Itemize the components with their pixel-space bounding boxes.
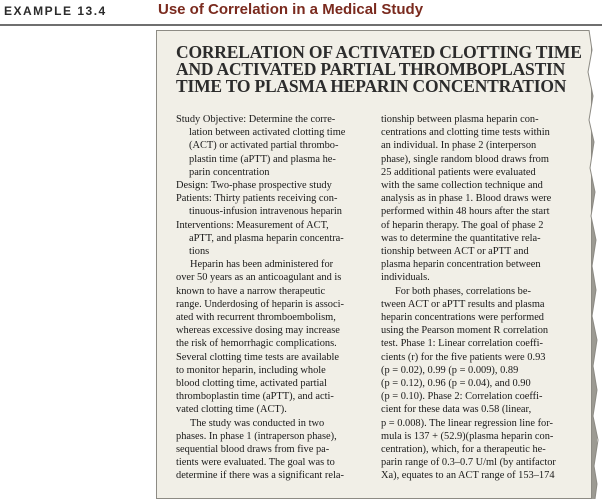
body-line: The study was conducted in two: [190, 417, 325, 429]
body-line: centration), which, for a therapeutic he-: [381, 444, 546, 456]
body-line: For both phases, correlations be-: [395, 285, 531, 297]
body-line: p = 0.008). The linear regression line for-: [381, 417, 553, 429]
body-line: an individual. In phase 2 (interperson: [381, 140, 537, 152]
body-line: range. Underdosing of heparin is associ-: [176, 298, 344, 310]
body-line: performed within 48 hours after the start: [381, 206, 550, 218]
body-line: tionship between ACT or aPTT and: [381, 246, 529, 258]
article-title-line: CORRELATION OF ACTIVATED CLOTTING TIME: [176, 42, 582, 62]
body-line: tients were evaluated. The goal was to: [176, 457, 335, 469]
body-line: mula is 137 + (52.9)(plasma heparin con-: [381, 430, 554, 442]
example-title: Use of Correlation in a Medical Study: [158, 1, 424, 18]
article-left-column: [176, 113, 370, 483]
body-line: centrations and clotting time tests within: [381, 127, 550, 139]
body-line: phases. In phase 1 (intraperson phase),: [176, 430, 337, 442]
example-header: [0, 0, 602, 28]
body-line: Heparin has been administered for: [190, 259, 334, 271]
body-line: Several clotting time tests are available: [176, 351, 340, 363]
body-line: parin range of 0.3–0.7 U/ml (by antifactor: [381, 457, 556, 469]
body-line: known to have a narrow therapeutic: [176, 285, 326, 297]
body-line: (ACT) or activated partial thrombo-: [189, 140, 339, 152]
body-line: (p = 0.02), 0.99 (p = 0.009), 0.89: [381, 364, 519, 376]
body-line: ated with recurrent thromboembolism,: [176, 312, 336, 324]
body-line: determine if there was a significant rela-: [176, 470, 344, 482]
body-line: Study Objective: Determine the corre-: [176, 114, 336, 125]
header-rule: [0, 24, 602, 26]
body-line: heparin concentrations were performed: [381, 312, 544, 324]
body-line: (p = 0.12), 0.96 (p = 0.04), and 0.90: [381, 378, 531, 390]
example-label: EXAMPLE 13.4: [4, 4, 107, 18]
body-line: vated clotting time (ACT).: [176, 404, 287, 416]
body-line: Patients: Thirty patients receiving con-: [176, 193, 338, 205]
body-line: lation between activated clotting time: [189, 127, 346, 139]
body-line: Design: Two-phase prospective study: [176, 180, 332, 192]
body-line: tionship between plasma heparin con-: [381, 114, 539, 125]
body-line: phase), single random blood draws from: [381, 153, 549, 165]
body-line: Xa), equates to an ACT range of 153–174: [381, 470, 555, 482]
body-line: to monitor heparin, including whole: [176, 364, 326, 376]
article-title-line: AND ACTIVATED PARTIAL THROMBOPLASTIN: [176, 59, 566, 79]
body-line: the risk of hemorrhagic complications.: [176, 338, 337, 350]
body-line: was to determine the quantitative rela-: [381, 232, 541, 244]
body-line: blood clotting time, activated partial: [176, 378, 327, 390]
body-line: with the same collection technique and: [381, 180, 543, 192]
body-line: individuals.: [381, 272, 430, 284]
body-line: test. Phase 1: Linear correlation coeffi-: [381, 338, 543, 350]
body-line: tions: [189, 246, 210, 258]
body-line: (p = 0.10). Phase 2: Correlation coeffi-: [381, 391, 543, 403]
article-right-column: [381, 113, 577, 483]
body-line: thromboplastin time (aPTT), and acti-: [176, 391, 334, 403]
body-line: using the Pearson moment R correlation: [381, 325, 549, 337]
article-title: [176, 42, 582, 96]
body-line: 25 additional patients were evaluated: [381, 166, 536, 178]
body-line: cients (r) for the five patients were 0.93: [381, 351, 546, 363]
body-line: cient for these data was 0.58 (linear,: [381, 404, 532, 416]
body-line: analysis as in phase 1. Blood draws were: [381, 193, 552, 205]
body-line: tinuous-infusion intravenous heparin: [189, 206, 342, 218]
body-line: aPTT, and plasma heparin concentra-: [189, 232, 344, 244]
body-line: plasma heparin concentration between: [381, 259, 541, 271]
body-line: sequential blood draws from five pa-: [176, 444, 330, 456]
body-line: of heparin therapy. The goal of phase 2: [381, 219, 544, 231]
body-line: whereas excessive dosing may increase: [176, 325, 340, 337]
body-line: over 50 years as an anticoagulant and is: [176, 272, 342, 284]
body-line: Interventions: Measurement of ACT,: [176, 219, 329, 231]
torn-edge: [575, 30, 602, 499]
body-line: parin concentration: [189, 166, 270, 178]
body-line: tween ACT or aPTT results and plasma: [381, 298, 545, 310]
body-line: plastin time (aPTT) and plasma he-: [189, 153, 336, 165]
article-title-line: TIME TO PLASMA HEPARIN CONCENTRATION: [176, 76, 567, 96]
